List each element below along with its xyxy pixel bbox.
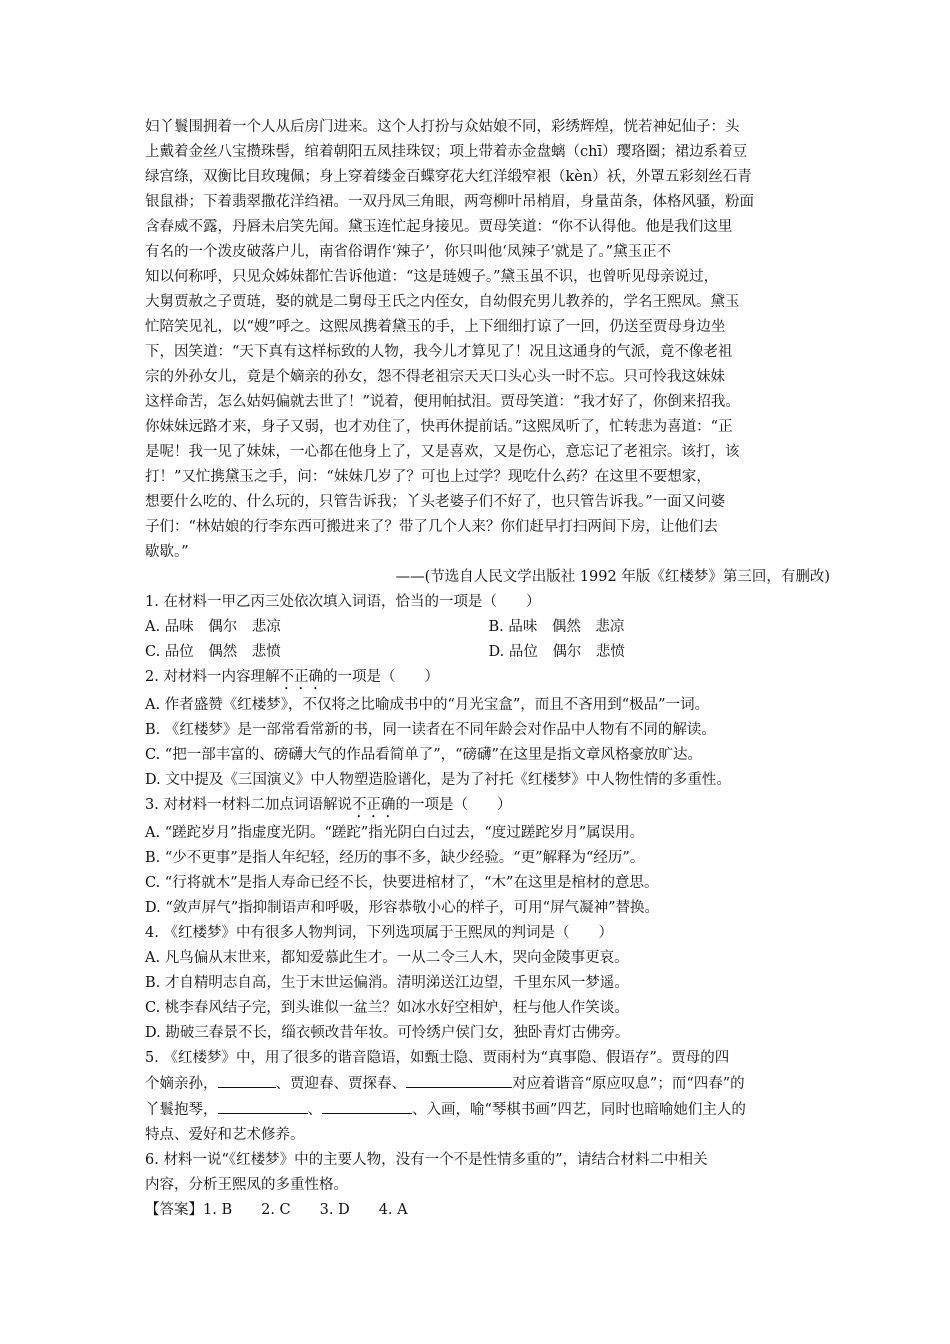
question-3-stem [145, 793, 832, 821]
question-5-text: 个嫡亲孙， [145, 1076, 218, 1092]
question-5-line-2 [145, 1071, 832, 1097]
question-1-options-row-2 [145, 640, 832, 665]
question-1-option-a: A. 品味 偶尔 悲凉 [145, 619, 281, 635]
passage-line: 银鼠褂；下着翡翠撒花洋绉裙。一双丹凤三角眼，两弯柳叶吊梢眉，身量苗条，体格风骚，粉面 [145, 194, 754, 210]
fill-blank[interactable] [218, 1097, 308, 1114]
question-3-stem-post: 的一项是（ ） [395, 797, 512, 813]
passage-line: 含春威不露，丹唇未启笑先闻。黛玉连忙起身接见。贾母笑道：“你不认得他。他是我们这里 [145, 219, 733, 235]
question-4-option-d: D. 勘破三春景不长，缁衣顿改昔年妆。可怜绣户侯门女，独卧青灯古佛旁。 [145, 1025, 630, 1041]
question-4-option-c: C. 桃李春风结子完，到头谁似一盆兰？如冰水好空相妒，枉与他人作笑谈。 [145, 1000, 629, 1016]
question-2-option-b: B. 《红楼梦》是一部常看常新的书，同一读者在不同年龄会对作品中人物有不同的解读。 [145, 722, 716, 738]
fill-blank[interactable] [406, 1071, 512, 1088]
question-1-stem: 1. 在材料一甲乙丙三处依次填入词语，恰当的一项是（ ） [145, 594, 541, 610]
question-5-line-3 [145, 1097, 832, 1123]
question-3-option-c: C. “行将就木”是指人寿命已经不长，快要进棺材了，“木”在这里是棺材的意思。 [145, 875, 659, 891]
question-5-text: 、 [307, 1102, 322, 1118]
passage-line: 打！”又忙携黛玉之手，问：“妹妹几岁了？可也上过学？现吃什么药？在这里不要想家， [145, 469, 711, 485]
passage-line: 下，因笑道：“天下真有这样标致的人物，我今儿才算见了！况且这通身的气派，竟不像老祖 [145, 344, 733, 360]
question-2-stem-pre: 2. 对材料一内容理解 [145, 669, 280, 685]
passage-line: 忙陪笑见礼，以“嫂”呼之。这熙凤携着黛玉的手，上下细细打谅了一回，仍送至贾母身边坐 [145, 319, 726, 335]
passage-line: 这样命苦，怎么姑妈偏就去世了！”说着，便用帕拭泪。贾母笑道：“我才好了，你倒来招我。 [145, 394, 740, 410]
passage-text [145, 115, 832, 565]
question-1-options-row-1 [145, 615, 832, 640]
passage-line: 大舅贾赦之子贾琏，娶的就是二舅母王氏之内侄女，自幼假充男儿教养的，学名王熙凤。黛玉 [145, 294, 740, 310]
passage-line: 是呢！我一见了妹妹，一心都在他身上了，又是喜欢，又是伤心，意忘记了老祖宗。该打，该 [145, 444, 740, 460]
question-2-stem-emphasis: 不正确 [279, 669, 323, 685]
passage-line: 你妹妹远路才来，身子又弱，也才劝住了，快再休提前话。”这熙凤听了，忙转悲为喜道：“正 [145, 419, 733, 435]
question-5-text: 、贾迎春、贾探春、 [275, 1076, 406, 1092]
question-1-option-d: D. 品位 偶尔 悲愤 [488, 644, 625, 660]
question-3-option-b: B. “少不更事”是指人年纪轻，经历的事不多，缺少经验。“更”解释为“经历”。 [145, 850, 645, 866]
question-5-text: 对应着谐音“原应叹息”；而“四春”的 [512, 1076, 745, 1092]
question-3-option-d: D. “敛声屏气”指抑制语声和呼吸，形容恭敬小心的样子，可用“屏气凝神”替换。 [145, 900, 659, 916]
answer-text: 1. B 2. C 3. D 4. A [203, 1202, 408, 1218]
question-3-stem-emphasis: 不正确 [351, 797, 396, 813]
passage-line: 绿宫绦，双衡比目玫瑰佩；身上穿着缕金百蝶穿花大红洋缎窄裉（kèn）袄，外罩五彩刻丝石青 [145, 169, 752, 185]
question-6-line-2: 内容，分析王熙凤的多重性格。 [145, 1177, 348, 1193]
passage-line: 上戴着金丝八宝攒珠髻，绾着朝阳五凤挂珠钗；项上带着赤金盘螭（chī）璎珞圈；裙边系着豆 [145, 144, 748, 160]
question-2-option-a: A. 作者盛赞《红楼梦》，不仅将之比喻成书中的“月光宝盒”，而且不吝用到“极品”一词。 [145, 697, 710, 713]
question-1-option-c: C. 品位 偶然 悲愤 [145, 644, 281, 660]
answer-label: 【答案】 [145, 1202, 203, 1218]
passage-line: 妇丫鬟围拥着一个人从后房门进来。这个人打扮与众姑娘不同，彩绣辉煌，恍若神妃仙子：头 [145, 119, 740, 135]
question-1-option-b: B. 品味 偶然 悲凉 [488, 619, 625, 635]
passage-line: 子们：“林姑娘的行李东西可搬进来了？带了几个人来？你们赶早打扫两间下房，让他们去 [145, 519, 718, 535]
question-2-option-c: C. “把一部丰富的、磅礴大气的作品看简单了”，“磅礴”在这里是指文章风格豪放旷达。 [145, 747, 702, 763]
question-4-option-b: B. 才自精明志自高，生于末世运偏消。清明涕送江边望，千里东风一梦遥。 [145, 975, 629, 991]
question-6-line-1: 6. 材料一说“《红楼梦》中的主要人物，没有一个不是性情多重的”，请结合材料二中相关 [145, 1152, 708, 1168]
fill-blank[interactable] [322, 1097, 412, 1114]
question-2-option-d: D. 文中提及《三国演义》中人物塑造脸谱化，是为了衬托《红楼梦》中人物性情的多重性。 [145, 772, 731, 788]
question-2-stem-post: 的一项是（ ） [322, 669, 439, 685]
question-5-line-1: 5. 《红楼梦》中，用了很多的谐音隐语，如甄士隐、贾雨村为“真事隐、假语存”。贾母的四 [145, 1050, 730, 1066]
question-5-text: 、入画，喻“琴棋书画”四艺，同时也暗喻她们主人的 [412, 1102, 746, 1118]
passage-source: ——(节选自人民文学出版社 1992 年版《红楼梦》第三回，有删改) [395, 569, 830, 585]
fill-blank[interactable] [218, 1071, 276, 1088]
passage-line: 宗的外孙女儿，竟是个嫡亲的孙女，怨不得老祖宗天天口头心头一时不忘。只可怜我这妹妹 [145, 369, 725, 385]
question-3-option-a: A. “蹉跎岁月”指虚度光阴。“蹉跎”指光阴白白过去，“度过蹉跎岁月”属误用。 [145, 825, 645, 841]
question-4-stem: 4. 《红楼梦》中有很多人物判词，下列选项属于王熙凤的判词是（ ） [145, 925, 613, 941]
passage-line: 知以何称呼，只见众姊妹都忙告诉他道：“这是琏嫂子。”黛玉虽不识，也曾听见母亲说过， [145, 269, 719, 285]
passage-line: 想要什么吃的、什么玩的，只管告诉我；丫头老婆子们不好了，也只管告诉我。”一面又问婆 [145, 494, 726, 510]
question-3-stem-pre: 3. 对材料一材料二加点词语解说 [145, 797, 352, 813]
question-4-option-a: A. 凡鸟偏从末世来，都知爱慕此生才。一从二令三人木，哭向金陵事更哀。 [145, 950, 629, 966]
question-5-text: 丫鬟抱琴， [145, 1102, 218, 1118]
question-5-line-4: 特点、爱好和艺术修养。 [145, 1127, 305, 1143]
answer-line [145, 1198, 832, 1223]
passage-line: 有名的一个泼皮破落户儿，南省俗谓作‘辣子’，你只叫他‘凤辣子’就是了。”黛玉正不 [145, 244, 672, 260]
question-2-stem [145, 665, 832, 693]
passage-line: 歇歇。” [145, 544, 189, 560]
